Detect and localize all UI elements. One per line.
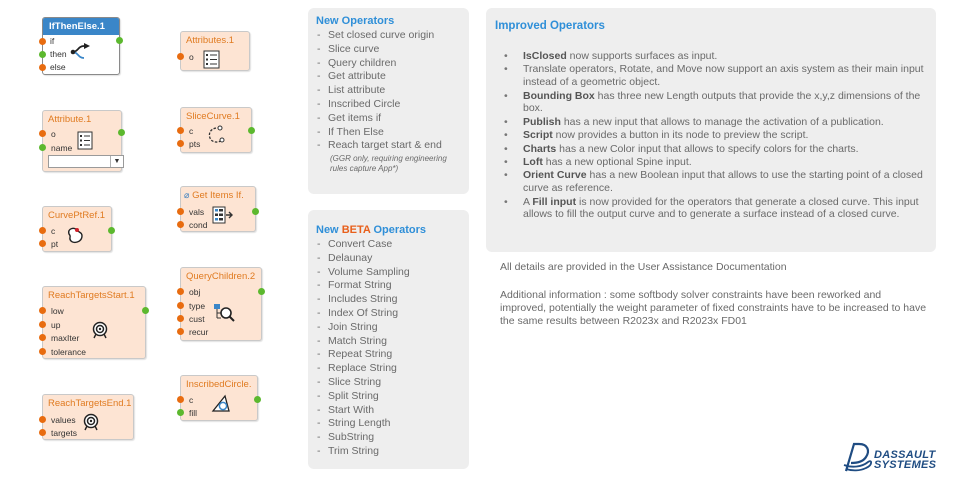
chevron-down-icon[interactable]: ▼ [110, 156, 123, 167]
port-label: fill [189, 408, 198, 418]
node-attribute[interactable] [42, 110, 122, 172]
list-icon [77, 131, 93, 150]
port-label: recur [189, 327, 209, 337]
input-port[interactable] [177, 328, 184, 335]
input-port[interactable] [39, 227, 46, 234]
item-text: Translate operators, Rotate, and Move now support an axis system as their main input instead of a geometric object. [523, 63, 924, 89]
port-label: c [51, 226, 56, 236]
port-label: up [51, 320, 61, 330]
target-icon [82, 413, 100, 431]
title-suffix: Operators [370, 224, 427, 236]
operator-item: - Format String [316, 279, 461, 293]
operator-item: - String Length [316, 417, 461, 431]
output-port[interactable] [142, 307, 149, 314]
logo-line-1: DASSAULT [874, 449, 936, 461]
output-port[interactable] [252, 208, 259, 215]
port-label: if [50, 36, 55, 46]
port-label: maxIter [51, 333, 80, 343]
operator-item: - Index Of String [316, 307, 461, 321]
new-operators-title: New Operators [316, 15, 395, 27]
input-port[interactable] [39, 38, 46, 45]
input-port[interactable] [39, 348, 46, 355]
operator-item: - Query children [316, 57, 461, 71]
port-label: vals [189, 207, 205, 217]
port-label: o [51, 129, 56, 139]
improved-item [495, 90, 926, 116]
node-title: IfThenElse.1 [43, 18, 119, 35]
input-port[interactable] [177, 302, 184, 309]
input-port[interactable] [177, 208, 184, 215]
operator-item: - Inscribed Circle [316, 98, 461, 112]
input-port[interactable] [39, 307, 46, 314]
hidden-eye-icon: ⌀ [184, 190, 190, 200]
attribute-name-dropdown[interactable] [48, 155, 124, 168]
input-port[interactable] [39, 130, 46, 137]
port-label: tolerance [51, 347, 86, 357]
logo-text [874, 450, 936, 470]
improved-item [495, 169, 926, 195]
ds-logo-icon [842, 441, 874, 473]
node-getitemsif[interactable] [180, 186, 256, 232]
curve-slice-icon [206, 125, 226, 145]
item-keyword: Publish [523, 115, 561, 128]
item-text: has a new Boolean input that allows to use the starting point of a closed curve as reference. [523, 169, 923, 195]
port-label: cust [189, 314, 205, 324]
improved-item [495, 50, 926, 63]
port-label: cond [189, 220, 208, 230]
improved-item [495, 63, 926, 89]
improved-operators-panel [486, 8, 936, 252]
item-keyword: Charts [523, 142, 557, 155]
node-title: ReachTargetsEnd.1 [48, 398, 132, 409]
improved-item [495, 116, 926, 129]
input-port[interactable] [39, 51, 46, 58]
node-title-text: Get Items If. [192, 190, 244, 201]
improved-item [495, 143, 926, 156]
output-port[interactable] [116, 37, 123, 44]
item-keyword: Bounding Box [523, 89, 595, 102]
logo-line-2: SYSTEMES [874, 459, 937, 471]
input-port[interactable] [177, 221, 184, 228]
item-text: has a new Color input that allows to specify colors for the charts. [556, 142, 859, 155]
port-label: type [189, 301, 206, 311]
port-label: pts [189, 139, 201, 149]
details-text: All details are provided in the User Assistance Documentation [500, 261, 787, 273]
port-label: name [51, 143, 73, 153]
node-reachtargetsstart[interactable] [42, 286, 146, 359]
input-port[interactable] [39, 144, 46, 151]
node-inscribedcircle[interactable] [180, 375, 258, 421]
item-keyword: Loft [523, 155, 543, 168]
improved-operators-list [495, 50, 926, 221]
input-port[interactable] [177, 396, 184, 403]
output-port[interactable] [248, 127, 255, 134]
input-port[interactable] [39, 416, 46, 423]
node-attributes[interactable] [180, 31, 250, 71]
node-title: Attribute.1 [48, 114, 92, 125]
node-title: InscribedCircle. [186, 379, 252, 390]
item-keyword: IsClosed [523, 50, 567, 62]
operator-item: - Match String [316, 335, 461, 349]
node-querychildren[interactable] [180, 267, 262, 341]
inscribed-circle-icon [211, 394, 231, 414]
node-ifthenelse[interactable] [42, 17, 120, 75]
operator-item: - Set closed curve origin [316, 29, 461, 43]
port-label: low [51, 306, 64, 316]
operator-item: - Start With [316, 404, 461, 418]
operator-item: - If Then Else [316, 126, 461, 140]
input-port[interactable] [39, 429, 46, 436]
port-label: obj [189, 287, 201, 297]
item-keyword: Fill input [532, 195, 577, 208]
operator-item: - Volume Sampling [316, 266, 461, 280]
node-slicecurve[interactable] [180, 107, 252, 153]
input-port[interactable] [39, 321, 46, 328]
operator-item: - Join String [316, 321, 461, 335]
dassault-systemes-logo [842, 441, 952, 473]
operator-item: - SubString [316, 431, 461, 445]
port-label: o [189, 52, 194, 62]
item-text: now provides a button in its node to preview the script. [552, 129, 809, 142]
beta-label: BETA [341, 224, 371, 236]
new-operators-list [316, 29, 461, 153]
port-label: c [189, 126, 194, 136]
closed-curve-point-icon [65, 226, 85, 246]
output-port[interactable] [118, 129, 125, 136]
input-port[interactable] [177, 140, 184, 147]
port-label: then [50, 49, 67, 59]
operator-item: - Repeat String [316, 348, 461, 362]
input-port[interactable] [177, 127, 184, 134]
branch-icon [70, 43, 92, 61]
input-port[interactable] [177, 288, 184, 295]
operator-item: - Includes String [316, 293, 461, 307]
operator-item: - Delaunay [316, 252, 461, 266]
operator-item: - Get attribute [316, 70, 461, 84]
item-keyword: Script [523, 129, 553, 142]
node-reachtargetsend[interactable] [42, 394, 134, 440]
list-icon [203, 50, 221, 69]
operator-item: - Slice String [316, 376, 461, 390]
item-text: has three new Length outputs that provide the x,y,z dimensions of the box. [523, 89, 921, 115]
title-prefix: New [316, 224, 342, 236]
filter-list-icon [212, 206, 234, 224]
operator-item: - Convert Case [316, 238, 461, 252]
node-curveptref[interactable] [42, 206, 112, 252]
port-label: else [50, 62, 66, 72]
new-operators-panel [308, 8, 469, 194]
item-text: is now provided for the operators that generate a closed curve. This input allows to fill the output curve and to generate a surface instead of a closed curve. [523, 195, 919, 221]
operator-item: - Reach target start & end [316, 139, 461, 153]
operator-item: - List attribute [316, 84, 461, 98]
operator-item: - Replace String [316, 362, 461, 376]
input-port[interactable] [177, 53, 184, 60]
input-port[interactable] [39, 334, 46, 341]
operator-note: (GGR only, requiring engineering rules capture App*) [330, 154, 447, 174]
input-port[interactable] [177, 409, 184, 416]
improved-item [495, 196, 926, 222]
output-port[interactable] [258, 288, 265, 295]
port-label: pt [51, 239, 59, 249]
item-keyword: Orient Curve [523, 169, 587, 182]
beta-operators-title [316, 224, 461, 236]
node-title: SliceCurve.1 [186, 111, 240, 122]
operator-item: - Get items if [316, 112, 461, 126]
beta-operators-list [316, 238, 461, 459]
item-text: has a new input that allows to manage the activation of a publication. [560, 115, 884, 128]
node-title [181, 187, 255, 202]
improved-item [495, 156, 926, 169]
port-label: values [51, 415, 76, 425]
operator-item: - Trim String [316, 445, 461, 459]
item-text: A [523, 195, 533, 208]
input-port[interactable] [39, 64, 46, 71]
improved-operators-title: Improved Operators [495, 20, 605, 32]
improved-item [495, 129, 926, 142]
operator-item: - Slice curve [316, 43, 461, 57]
input-port[interactable] [39, 240, 46, 247]
port-label: c [189, 395, 194, 405]
additional-info-text: Additional information : some softbody solver constraints have been reworked and improved, potentially the weight parameter of fixed constraints have to be increased to have the same results between R2023x and R2023x FD01 [500, 289, 927, 327]
operator-item: - Split String [316, 390, 461, 404]
item-text: now supports surfaces as input. [566, 50, 718, 62]
node-title: ReachTargetsStart.1 [48, 290, 135, 301]
input-port[interactable] [177, 315, 184, 322]
port-label: targets [51, 428, 77, 438]
beta-operators-panel [308, 210, 469, 469]
item-text: has a new optional Spine input. [542, 155, 692, 168]
output-port[interactable] [254, 396, 261, 403]
output-port[interactable] [108, 227, 115, 234]
node-title: Attributes.1 [186, 35, 235, 46]
search-tree-icon [213, 303, 235, 323]
node-title: QueryChildren.2 [186, 271, 256, 282]
target-icon [91, 321, 109, 339]
node-title: CurvePtRef.1 [48, 210, 106, 221]
